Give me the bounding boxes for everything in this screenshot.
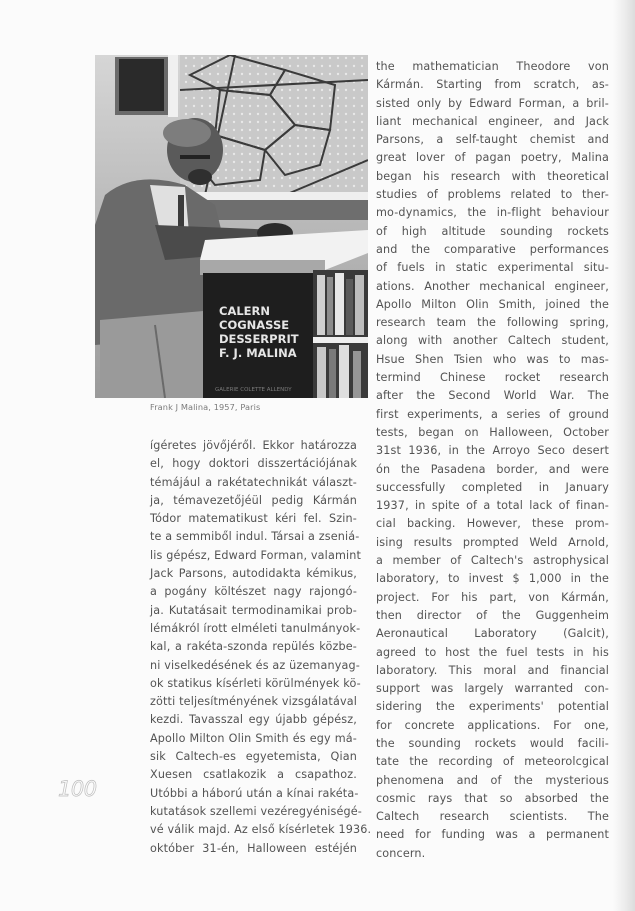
text-line: Utóbbi a háború után a kínai rakéta- [150,786,359,800]
text-line: ok statikus kísérleti körülmények kö- [150,676,361,690]
text-line: ja, témavezetőjéül pedig Kármán [150,493,357,507]
text-line: concern. [376,846,426,860]
text-line: ations. Another mechanical engineer, [376,279,609,293]
text-line: the sounding rockets would facili- [376,736,609,750]
text-line: zötti teljesítményének vizsgálatával [150,695,357,709]
text-line: sidering the experiments' potential [376,700,609,714]
text-line: along with another Caltech student, [376,334,609,348]
text-line: ígéretes jövőjéről. Ekkor határozza [150,439,357,452]
text-line: lémákról írott elméleti tanulmányok- [150,621,361,635]
text-line: Jack Parsons, autodidakta kémikus, [150,567,357,581]
text-line: support was largely warranted con- [376,682,609,696]
text-line: a member of Caltech's astrophysical [376,554,609,568]
text-line: Kármán. Starting from scratch, as- [376,78,609,92]
text-line: termind Chinese rocket research [376,371,609,385]
poster-line: CALERN [219,304,271,318]
book-binding-shadow [613,0,635,911]
text-line: cosmic rays that so absorbed the [376,791,609,805]
text-line: phenomena and of the mysterious [376,773,609,787]
text-line: témájául a rakétatechnikát választ- [150,475,357,489]
text-line: cial backing. However, these prom- [376,517,609,531]
text-line: Parsons, a self-taught chemist and [376,133,609,147]
text-line: lis gépész, Edward Forman, valamint [150,548,362,562]
text-line: began his research with theoretical [376,169,609,183]
text-line: research team the following spring, [376,316,609,330]
text-line: Apollo Milton Olin Smith, joined the [376,297,609,311]
text-line: a pogány költészet nagy rajongó- [150,585,357,599]
poster-line: F. J. MALINA [219,346,297,360]
text-line: successfully completed in January [376,480,609,494]
text-line: 31st 1936, in the Arroyo Seco desert [376,444,609,458]
text-line: Tódor matematikust kéri fel. Szin- [150,512,357,526]
text-line: Xuesen csatlakozik a csapathoz. [150,768,357,782]
text-line: liant mechanical engineer, and Jack [376,114,609,128]
text-line: ising results prompted Weld Arnold, [376,535,609,549]
text-line: el, hogy doktori disszertációjának [150,457,357,471]
text-line: mo-dynamics, the in-flight behaviour [376,206,609,220]
english-text-column [376,58,609,863]
text-line: kutatások szellemi vezéregyéniségé- [150,804,362,818]
text-line: studies of problems related to ther- [376,188,609,202]
text-line: laboratory, to invest $ 1,000 in the [376,572,609,586]
text-line: sik Caltech-es egyetemista, Qian [150,750,357,764]
text-line: and the comparative performances [376,242,609,256]
text-line: ja. Kutatásait termodinamikai prob- [150,603,357,617]
text-line: kezdi. Tavasszal egy újabb gépész, [150,713,357,727]
text-line: ni viselkedésének és az üzemanyag- [150,658,360,672]
text-line: tate the recording of meteorolcgical [376,755,609,769]
text-line: Hsue Shen Tsien who was to mas- [376,352,609,366]
text-line: tests, began on Halloween, October [376,425,609,439]
page-number: 100 [58,777,97,801]
text-line: kal, a rakéta-szonda repülés közbe- [150,640,357,654]
text-line: október 31-én, Halloween estéjén [150,841,357,855]
text-line: first experiments, a series of ground [376,407,609,421]
text-line: agreed to host the fuel tests in his [376,645,609,659]
text-line: then director of the Guggenheim [376,608,609,622]
text-line: need for funding was a permanent [376,828,609,842]
text-line: after the Second World War. The [376,389,609,403]
poster-line: COGNASSE [219,318,290,332]
text-line: sisted only by Edward Forman, a bril- [376,96,609,110]
text-line: 1937, in spite of a total lack of finan- [376,499,609,513]
text-line: laboratory. This moral and financial [376,663,609,677]
text-line: Caltech research scientists. The [376,810,609,824]
poster-footer: GALERIE COLETTE ALLENDY [215,387,292,393]
text-line: vé válik majd. Az első kísérletek 1936. [150,823,372,837]
hungarian-text-column [150,437,372,858]
text-line: ón the Pasadena border, and were [376,462,609,476]
text-line: of high altitude sounding rockets [376,224,609,238]
text-line: of fuels in static experimental situ- [376,261,609,275]
photo-caption: Frank J Malina, 1957, Paris [150,402,261,412]
poster-line: DESSERPRIT [219,332,299,346]
text-line: project. For his part, von Kármán, [376,590,609,604]
text-line: Aeronautical Laboratory (Galcit), [376,627,609,641]
photo-frank-malina [95,55,368,398]
text-line: te a semmiből indul. Társai a zseniá- [150,530,360,544]
text-line: Apollo Milton Olin Smith és egy má- [150,731,357,745]
text-line: great lover of pagan poetry, Malina [376,151,609,165]
text-line: the mathematician Theodore von [376,60,609,73]
text-line: for concrete applications. For one, [376,718,609,732]
